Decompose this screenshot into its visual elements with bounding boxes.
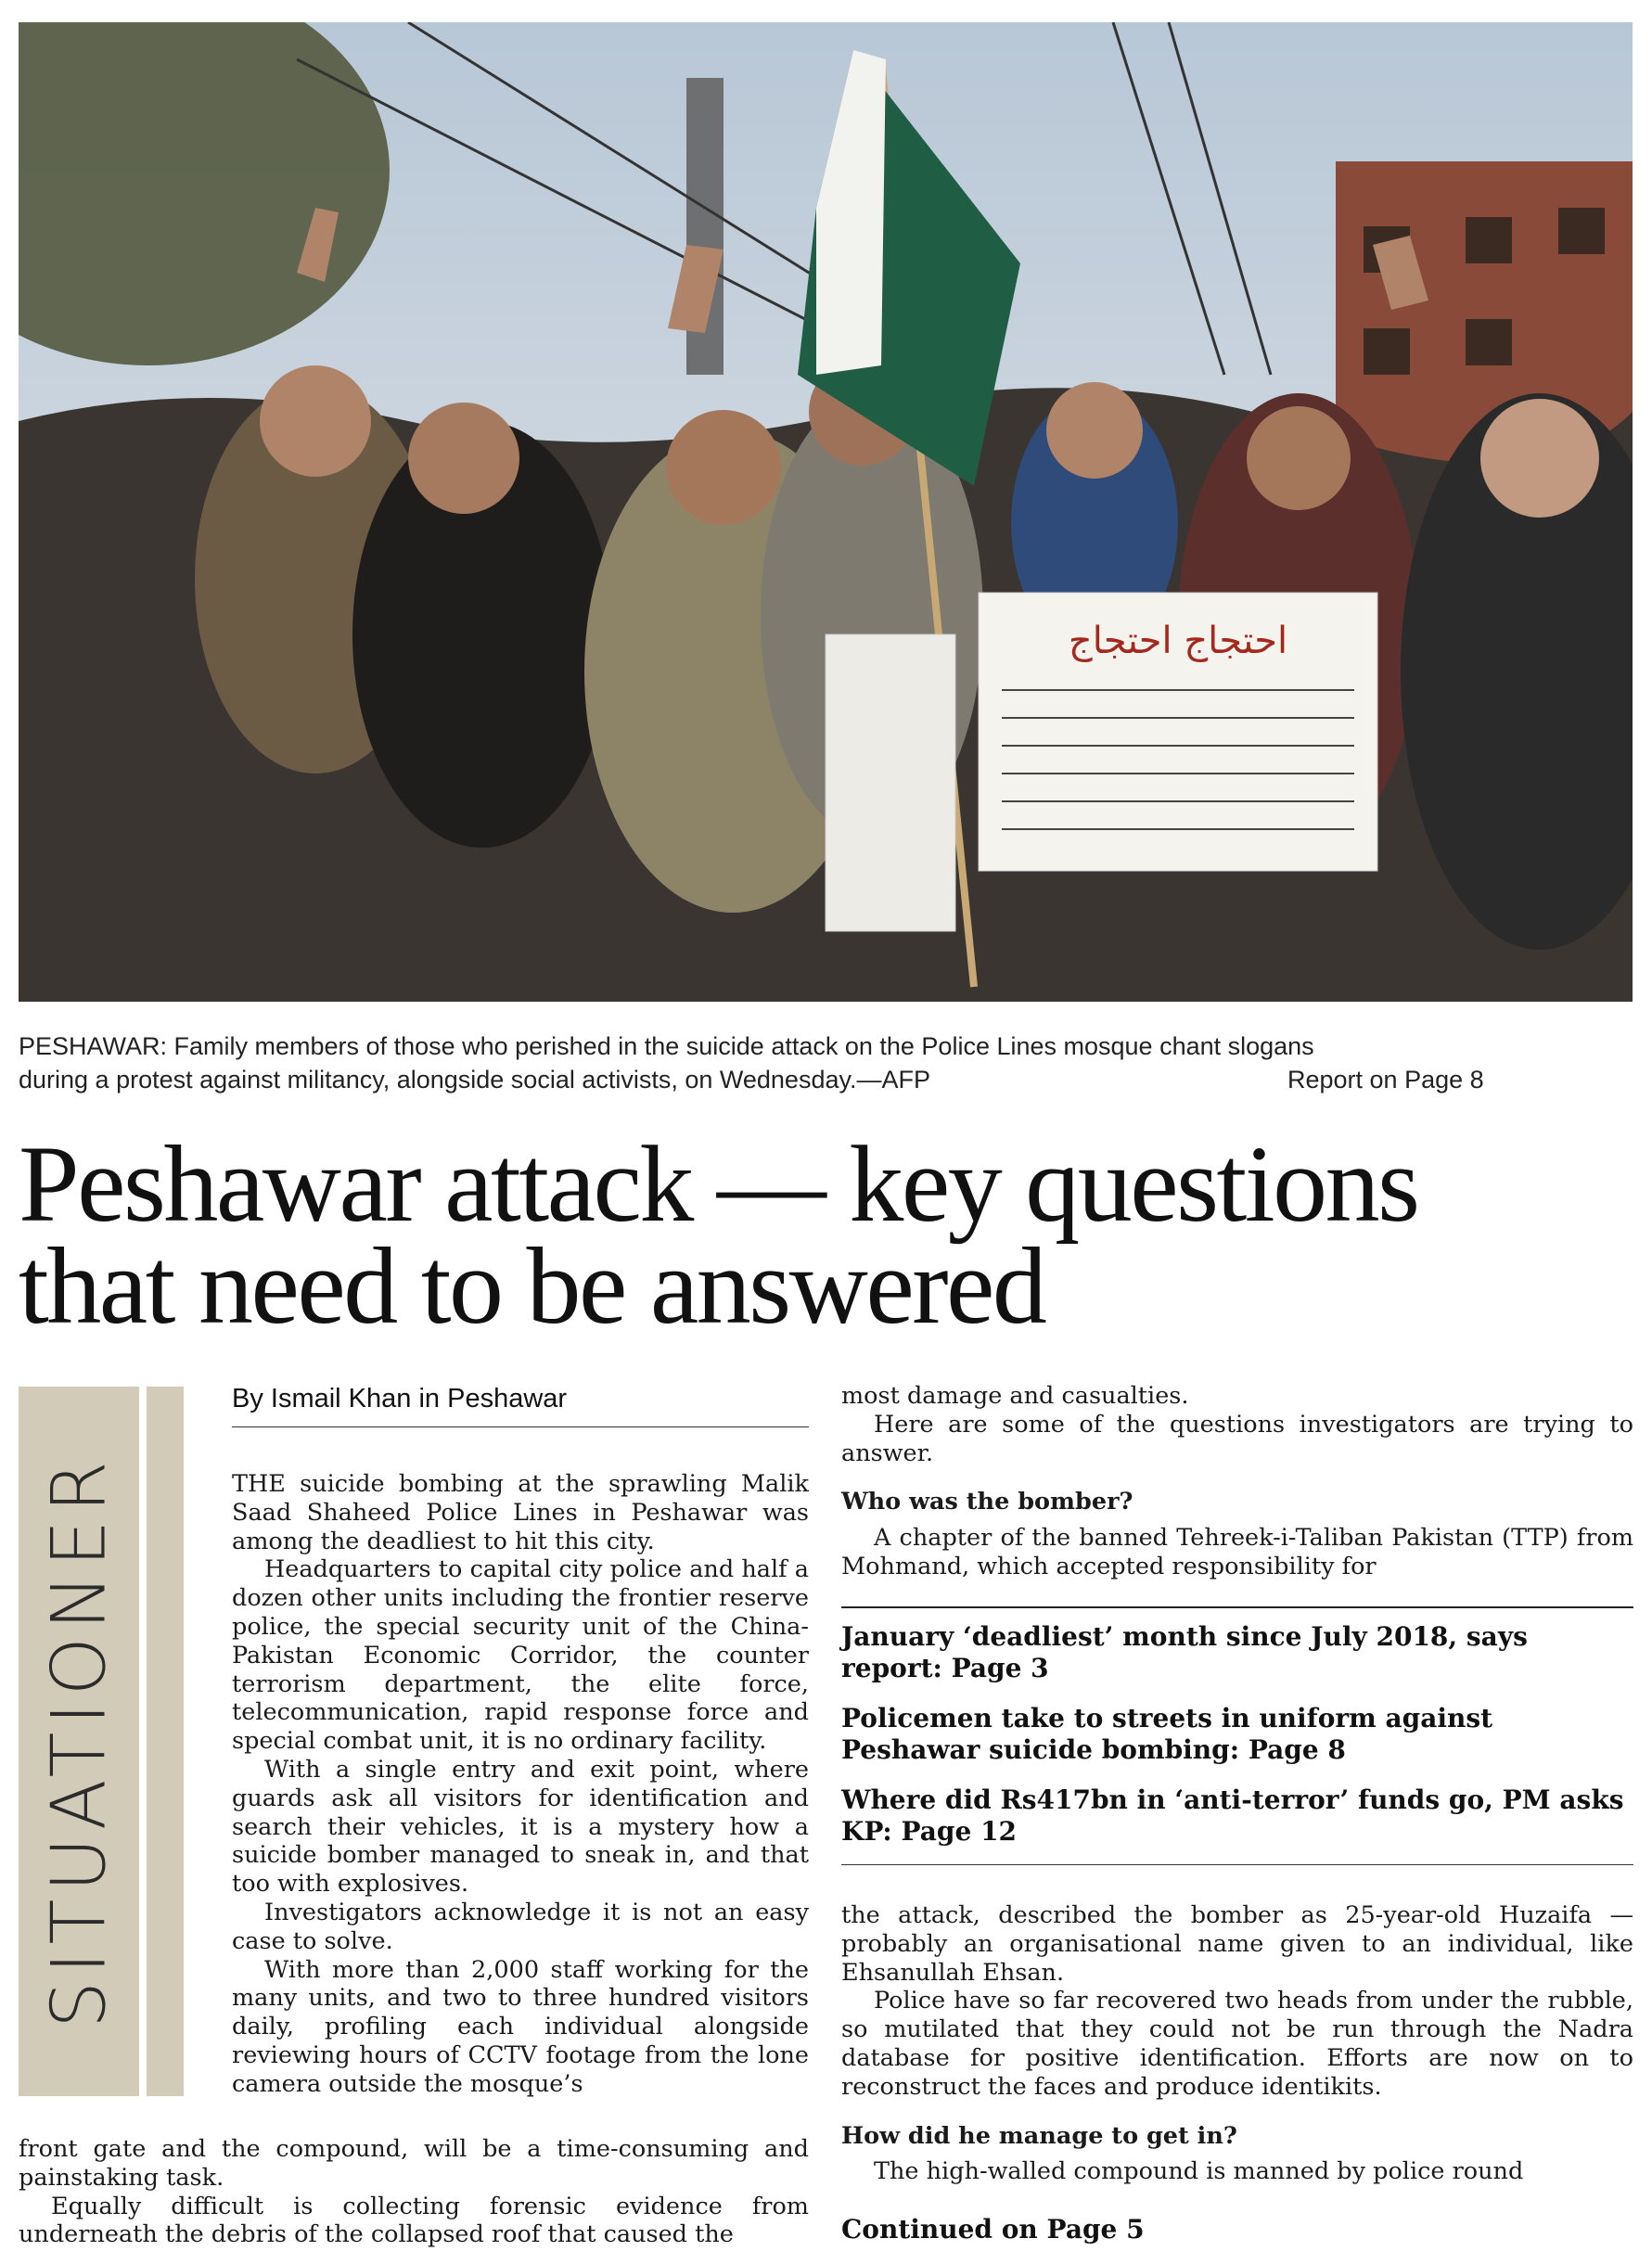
related-stories-box: [841, 1606, 1633, 1865]
paragraph: Equally difficult is collecting forensic evidence from underneath the debris of the collapsed roof that caused the: [19, 2192, 809, 2249]
section-label: SITUATIONER: [35, 1453, 122, 2028]
related-story[interactable]: Where did Rs417bn in ‘anti-terror’ funds go, PM asks KP: Page 12: [841, 1784, 1624, 1847]
headline: [19, 1123, 1651, 1347]
paragraph: most damage and casualties.: [841, 1382, 1189, 1410]
paragraph: The high-walled compound is manned by police round: [874, 2157, 1524, 2186]
article-column-1-bottom: [19, 2135, 809, 2249]
caption-line1: PESHAWAR: Family members of those who perished in the suicide attack on the Police Lines mosque chant slogans: [19, 1032, 1314, 1060]
paragraph: Police have so far recovered two heads from under the rubble, so mutilated that they could not be run through the Nadra database for positive identification. Efforts are now on to reconstruct the faces and produce identikits.: [841, 1987, 1633, 2101]
paragraph: Investigators acknowledge it is not an easy case to solve.: [232, 1898, 809, 1955]
headline-line2: that need to be answered: [19, 1225, 1045, 1347]
paragraph: the attack, described the bomber as 25-year-old Huzaifa — probably an organisational name given to an individual, like Ehsanullah Ehsan.: [841, 1901, 1633, 1987]
section-band: [19, 1387, 182, 2096]
paragraph: front gate and the compound, will be a time-consuming and painstaking task.: [19, 2135, 809, 2192]
article-column-1: [232, 1470, 809, 2099]
headline-line1: Peshawar attack — key questions: [19, 1123, 1418, 1245]
paragraph: A chapter of the banned Tehreek-i-Taliban Pakistan (TTP) from Mohmand, which accepted responsibility for: [841, 1524, 1633, 1580]
paragraph: THE suicide bombing at the sprawling Malik Saad Shaheed Police Lines in Peshawar was among the deadliest to hit this city.: [232, 1470, 809, 1555]
protest-photo: [19, 22, 1633, 1002]
paragraph: With more than 2,000 staff working for the many units, and two to three hundred visitors daily, profiling each individual alongside reviewing hours of CCTV footage from the lone camera outside the mosque’s: [232, 1955, 809, 2098]
placard-text: احتجاج احتجاج: [1068, 620, 1288, 662]
related-story[interactable]: January ‘deadliest’ month since July 2018, says report: Page 3: [841, 1621, 1528, 1683]
subhead: Who was the bomber?: [841, 1488, 1133, 1516]
paragraph: With a single entry and exit point, where guards ask all visitors for identification and search their vehicles, it is a mystery how a suicide bomber managed to sneak in, and that too with explosives.: [232, 1755, 809, 1899]
byline: By Ismail Khan in Peshawar: [232, 1382, 809, 1427]
caption-report-ref: Report on Page 8: [1287, 1066, 1484, 1094]
photo-illustration: [19, 22, 1633, 1002]
caption-line2: during a protest against militancy, alongside social activists, on Wednesday.—AFP: [19, 1066, 930, 1094]
continued-link[interactable]: Continued on Page 5: [841, 2214, 1145, 2245]
paragraph: Headquarters to capital city police and half a dozen other units including the frontier reserve police, the special security unit of the China-Pakistan Economic Corridor, the counter terrorism department, the elite force, telecommunication, rapid response force and special combat unit, it is no ordinary facility.: [232, 1555, 809, 1756]
related-story[interactable]: Policemen take to streets in uniform against Peshawar suicide bombing: Page 8: [841, 1703, 1493, 1765]
article-column-2-bottom: [841, 1901, 1633, 2186]
subhead: How did he manage to get in?: [841, 2121, 1237, 2150]
paragraph: Here are some of the questions investigators are trying to answer.: [841, 1410, 1633, 1467]
article-column-2: [841, 1382, 1633, 1581]
photo-caption: [19, 1030, 1614, 1096]
